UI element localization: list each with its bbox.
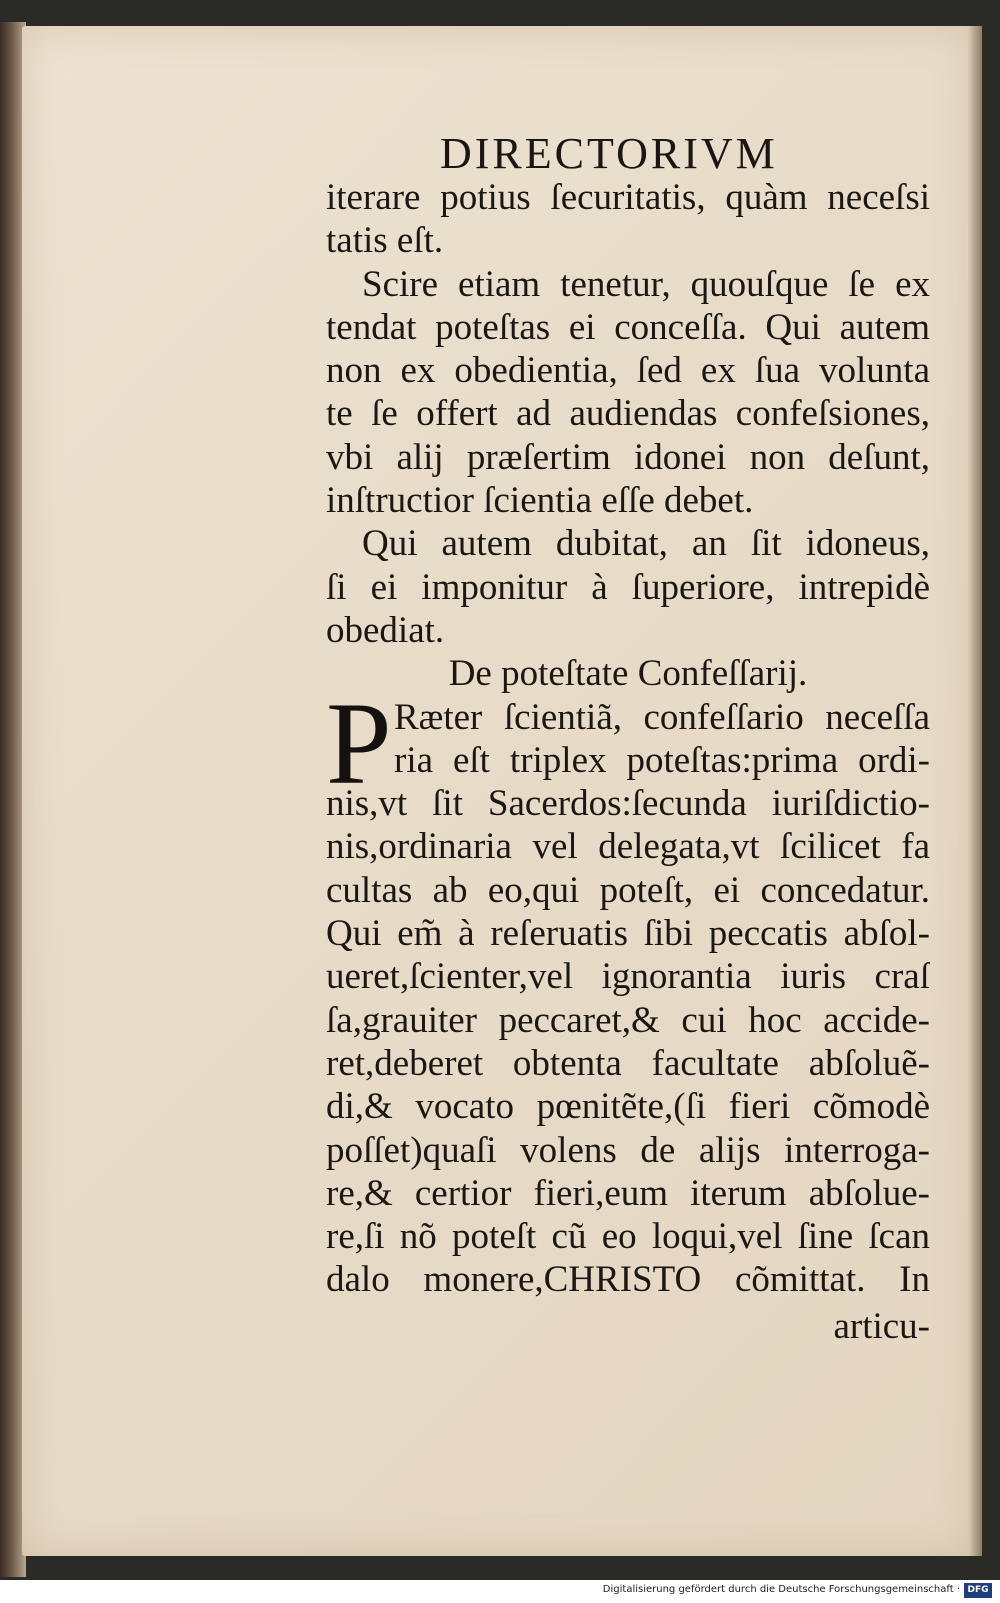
running-title: DIRECTORIVM	[440, 129, 778, 178]
dfg-logo-icon: DFG	[964, 1583, 992, 1598]
text-line: ſi ei imponitur à ſuperiore, intrepidè	[326, 566, 930, 608]
text-line: ſa,grauiter peccaret,& cui hoc accide-	[326, 999, 930, 1041]
text-line: dalo monere,CHRISTO cõmittat. In	[326, 1259, 930, 1301]
text-line: ueret,ſcienter,vel ignorantia iuris craſ	[326, 956, 930, 998]
text-line: inſtructior ſcientia eſſe debet.	[326, 480, 754, 522]
catchword: articu-	[833, 1306, 930, 1347]
page-text	[326, 176, 930, 1302]
text-line: cultas ab eo,qui poteſt, ei concedatur.	[326, 869, 930, 911]
text-line: ria eſt triplex poteſtas:prima ordi-	[394, 739, 930, 781]
digitization-footer	[0, 1580, 1000, 1603]
text-line: te ſe offert ad audiendas confeſsiones,	[326, 393, 930, 435]
text-line: vbi alij præſertim idonei non deſunt,	[326, 436, 930, 478]
funding-credit: Digitalisierung gefördert durch die Deutsche Forschungsgemeinschaft ·	[602, 1584, 960, 1595]
text-line: poſſet)quaſi volens de alijs interroga-	[326, 1129, 930, 1171]
drop-cap-initial: P	[326, 677, 392, 809]
text-line: nis,vt ſit Sacerdos:ſecunda iuriſdictio-	[326, 783, 930, 825]
text-line: tendat poteſtas ei conceſſa. Qui autem	[326, 306, 930, 348]
text-line: Qui em̃ à reſeruatis ſibi peccatis abſol-	[326, 913, 930, 955]
text-line: Qui autem dubitat, an ſit idoneus,	[362, 523, 930, 565]
page-right-edge	[968, 26, 982, 1556]
text-line: re,ſi nõ poteſt cũ eo loqui,vel ſine ſcan	[326, 1216, 930, 1258]
text-line: ret,deberet obtenta facultate abſoluẽ-	[326, 1042, 930, 1084]
text-line: tatis eſt.	[326, 220, 444, 262]
text-line: di,& vocato pœnitẽte,(ſi fieri cõmodè	[326, 1086, 930, 1128]
text-line: nis,ordinaria vel delegata,vt ſcilicet fa	[326, 826, 930, 868]
text-line: re,& certior fieri,eum iterum abſolue-	[326, 1172, 930, 1214]
text-line: iterare potius ſecuritatis, quàm neceſsi	[326, 177, 930, 218]
section-title: De poteſtate Confeſſarij.	[448, 653, 808, 695]
text-line: Scire etiam tenetur, quouſque ſe ex	[362, 263, 930, 305]
text-line: Ræter ſcientiã, confeſſario neceſſa	[394, 696, 930, 738]
text-line: obediat.	[326, 609, 445, 651]
text-line: non ex obedientia, ſed ex ſua volunta	[326, 350, 930, 392]
